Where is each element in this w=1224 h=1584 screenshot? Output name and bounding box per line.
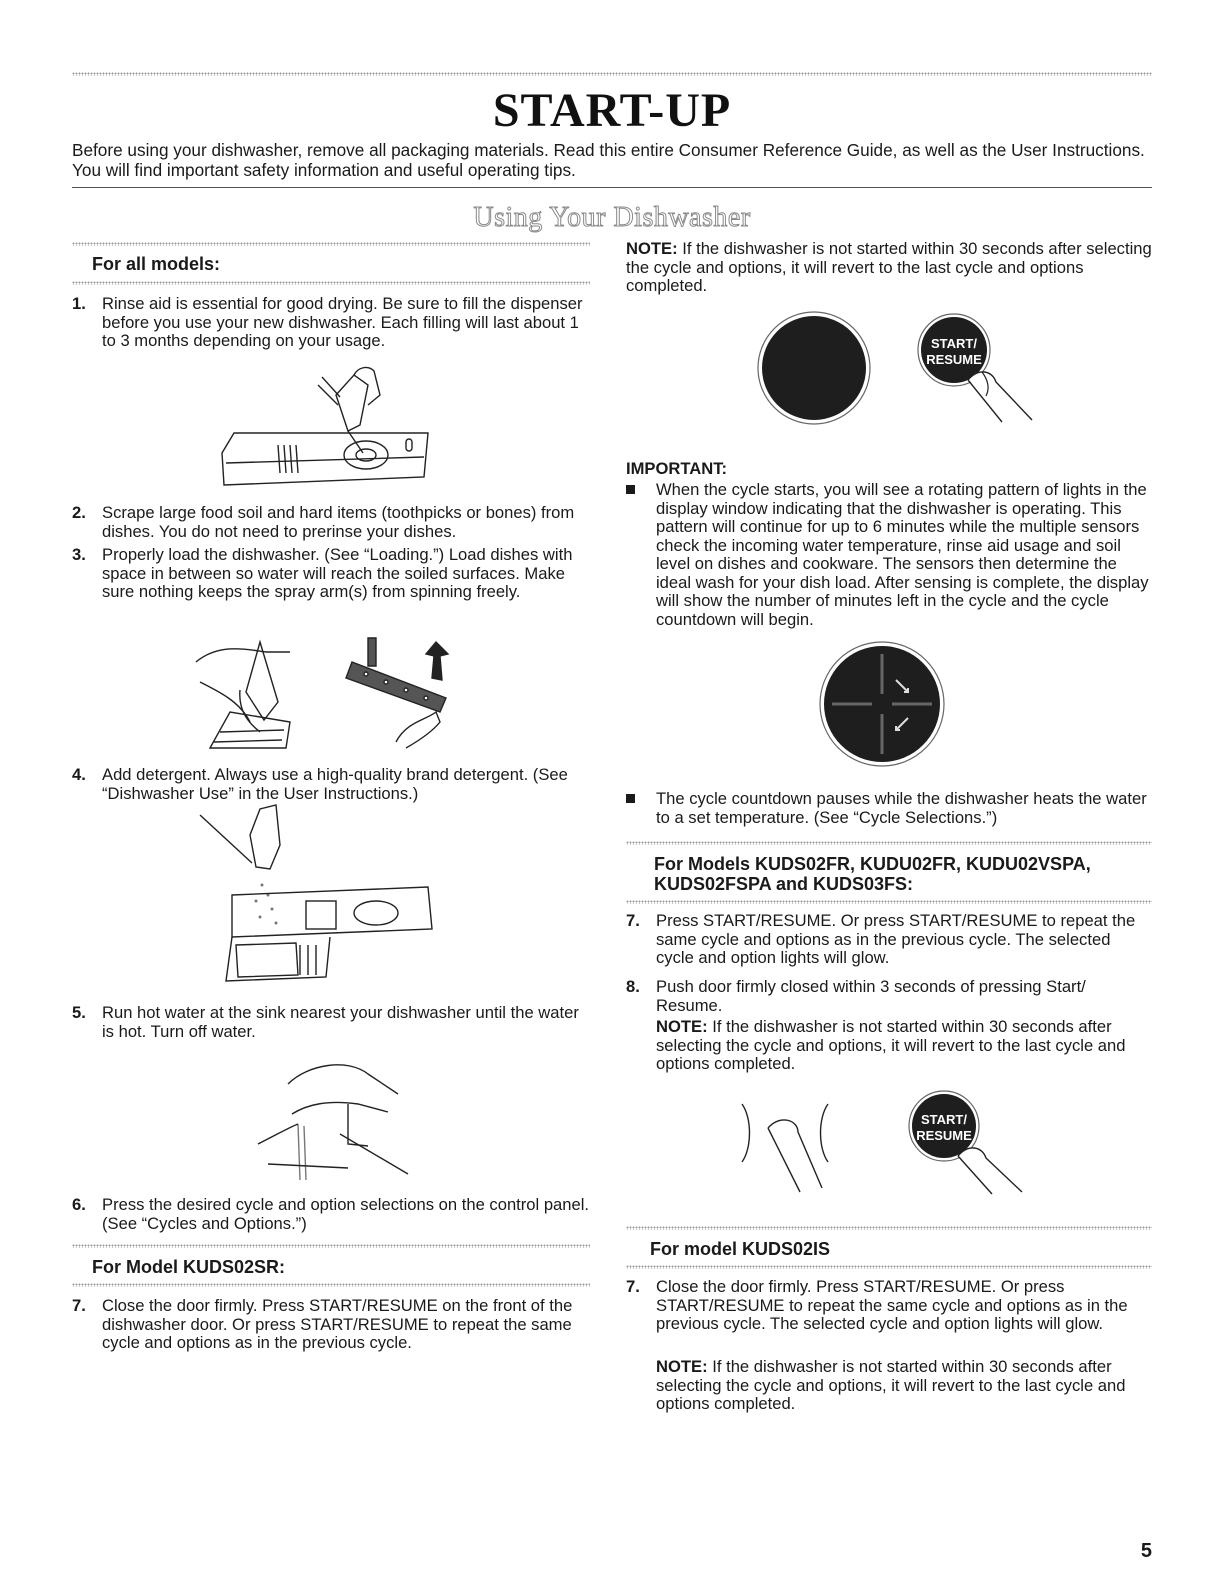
all-models-heading: For all models: bbox=[92, 254, 221, 274]
note-3 bbox=[656, 1358, 1152, 1414]
multi-models-heading-line-2: KUDS02FSPA and KUDS03FS: bbox=[654, 874, 914, 894]
note-2 bbox=[656, 1018, 1152, 1074]
note-text: If the dishwasher is not started within 30 seconds after selecting the cycle and options, it will revert to the last cycle and options completed. bbox=[656, 1357, 1126, 1413]
step-text: Rinse aid is essential for good drying. Be sure to fill the dispenser before you use your new dishwasher. Each filling will last about 1 to 3 months depending on your usage. bbox=[102, 294, 583, 350]
step-text: Add detergent. Always use a high-quality brand detergent. (See “Dishwasher Use” in the User Instructions.) bbox=[102, 765, 568, 803]
all-models-rule-top bbox=[72, 242, 590, 246]
note-label: NOTE: bbox=[626, 239, 678, 258]
bullet-text: When the cycle starts, you will see a rotating pattern of lights in the display window indicating that the dishwasher is operating. This pattern will continue for up to 6 minutes while the multiple sensors check the incoming water temperature, rinse aid usage and soil level on dishes and cookware. The sensors then determine the ideal wash for your dish load. After sensing is complete, the display will show the number of minutes left in the cycle and the cycle countdown will begin. bbox=[656, 480, 1149, 629]
step-6 bbox=[72, 1196, 592, 1233]
step-number: 7. bbox=[626, 911, 640, 930]
multi-models-rule-top bbox=[626, 841, 1152, 845]
step-text: Press the desired cycle and option selections on the control panel. (See “Cycles and Options.”) bbox=[102, 1195, 590, 1233]
rinse-aid-dispenser-illustration bbox=[218, 365, 448, 515]
multi-step-7 bbox=[626, 912, 1152, 968]
step-3 bbox=[72, 546, 592, 602]
kuds02is-step-7 bbox=[626, 1278, 1152, 1334]
start-resume-button-label: START/ bbox=[921, 1112, 967, 1127]
note-label: NOTE: bbox=[656, 1357, 708, 1376]
svg-text:RESUME: RESUME bbox=[916, 1128, 972, 1143]
intro-paragraph: Before using your dishwasher, remove all packaging materials. Read this entire Consumer Reference Guide, as well as the User Instructions. You will find important safety information and useful operating tips. bbox=[72, 140, 1145, 180]
step-text: Scrape large food soil and hard items (toothpicks or bones) from dishes. You do not need to prerinse your dishes. bbox=[102, 503, 575, 541]
kuds02sr-rule-bottom bbox=[72, 1283, 590, 1287]
page-number: 5 bbox=[1140, 1540, 1152, 1562]
bullet-square bbox=[626, 485, 635, 494]
kuds02sr-heading: For Model KUDS02SR: bbox=[92, 1257, 286, 1277]
all-models-rule-bottom bbox=[72, 281, 590, 285]
step-text: Run hot water at the sink nearest your dishwasher until the water is hot. Turn off water. bbox=[102, 1003, 579, 1041]
kuds02is-heading: For model KUDS02IS bbox=[650, 1239, 831, 1259]
important-bullet-2 bbox=[626, 790, 1152, 827]
multi-models-rule-bottom bbox=[626, 900, 1152, 904]
multi-step-8 bbox=[626, 978, 1152, 1015]
bullet-square bbox=[626, 794, 635, 803]
note-text: If the dishwasher is not started within 30 seconds after selecting the cycle and options, it will revert to the last cycle and options completed. bbox=[626, 239, 1152, 295]
step-number: 3. bbox=[72, 545, 86, 564]
kuds02sr-step-7 bbox=[72, 1297, 592, 1353]
step-5 bbox=[72, 1004, 592, 1041]
step-4 bbox=[72, 766, 592, 803]
note-1 bbox=[626, 240, 1152, 296]
detergent-dispenser-illustration bbox=[196, 805, 446, 980]
step-number: 8. bbox=[626, 977, 640, 996]
page-title: START-UP bbox=[492, 84, 732, 137]
display-and-start-button-illustration bbox=[756, 310, 1056, 445]
top-dotted-rule bbox=[72, 72, 1152, 76]
step-number: 2. bbox=[72, 503, 86, 522]
door-close-and-start-button-illustration bbox=[732, 1088, 1042, 1198]
step-text: Close the door firmly. Press START/RESUME on the front of the dishwasher door. Or press START/RESUME to repeat the same cycle and options as in the previous cycle. bbox=[102, 1296, 573, 1352]
important-heading: IMPORTANT: bbox=[626, 459, 728, 478]
svg-text:RESUME: RESUME bbox=[926, 352, 982, 367]
step-text: Push door firmly closed within 3 seconds of pressing Start/ Resume. bbox=[656, 977, 1086, 1015]
kuds02sr-rule-top bbox=[72, 1244, 590, 1248]
faucet-illustration bbox=[248, 1054, 418, 1184]
spray-arm-illustration bbox=[336, 632, 466, 752]
step-text: Properly load the dishwasher. (See “Loading.”) Load dishes with space in between so water will reach the soiled surfaces. Make sure nothing keeps the spray arm(s) from spinning freely. bbox=[102, 545, 573, 601]
multi-models-heading bbox=[654, 854, 1091, 894]
kuds02is-rule-bottom bbox=[626, 1265, 1152, 1269]
step-text: Press START/RESUME. Or press START/RESUME to repeat the same cycle and options as in the previous cycle. The selected cycle and option lights will glow. bbox=[656, 911, 1136, 967]
start-resume-button-label: START/ bbox=[931, 336, 977, 351]
step-2 bbox=[72, 504, 592, 541]
step-text: Close the door firmly. Press START/RESUME. Or press START/RESUME to repeat the same cycle and options as in the previous cycle. The selected cycle and option lights will glow. bbox=[656, 1277, 1128, 1333]
bullet-text: The cycle countdown pauses while the dishwasher heats the water to a set temperature. (See “Cycle Selections.”) bbox=[656, 789, 1147, 827]
kuds02is-rule-top bbox=[626, 1226, 1152, 1230]
step-number: 5. bbox=[72, 1003, 86, 1022]
multi-models-heading-line-1: For Models KUDS02FR, KUDU02FR, KUDU02VSPA, bbox=[654, 854, 1091, 874]
note-label: NOTE: bbox=[656, 1017, 708, 1036]
step-number: 4. bbox=[72, 765, 86, 784]
important-bullet-1 bbox=[626, 481, 1152, 629]
step-number: 7. bbox=[626, 1277, 640, 1296]
step-number: 1. bbox=[72, 294, 86, 313]
step-1 bbox=[72, 295, 592, 351]
scrape-dishes-illustration bbox=[190, 632, 300, 752]
intro-divider bbox=[72, 187, 1152, 188]
rotating-lights-display-illustration bbox=[818, 640, 948, 770]
step-number: 7. bbox=[72, 1296, 86, 1315]
step-number: 6. bbox=[72, 1195, 86, 1214]
note-text: If the dishwasher is not started within 30 seconds after selecting the cycle and options, it will revert to the last cycle and options completed. bbox=[656, 1017, 1126, 1073]
section-heading: Using Your Dishwasher bbox=[473, 202, 751, 233]
